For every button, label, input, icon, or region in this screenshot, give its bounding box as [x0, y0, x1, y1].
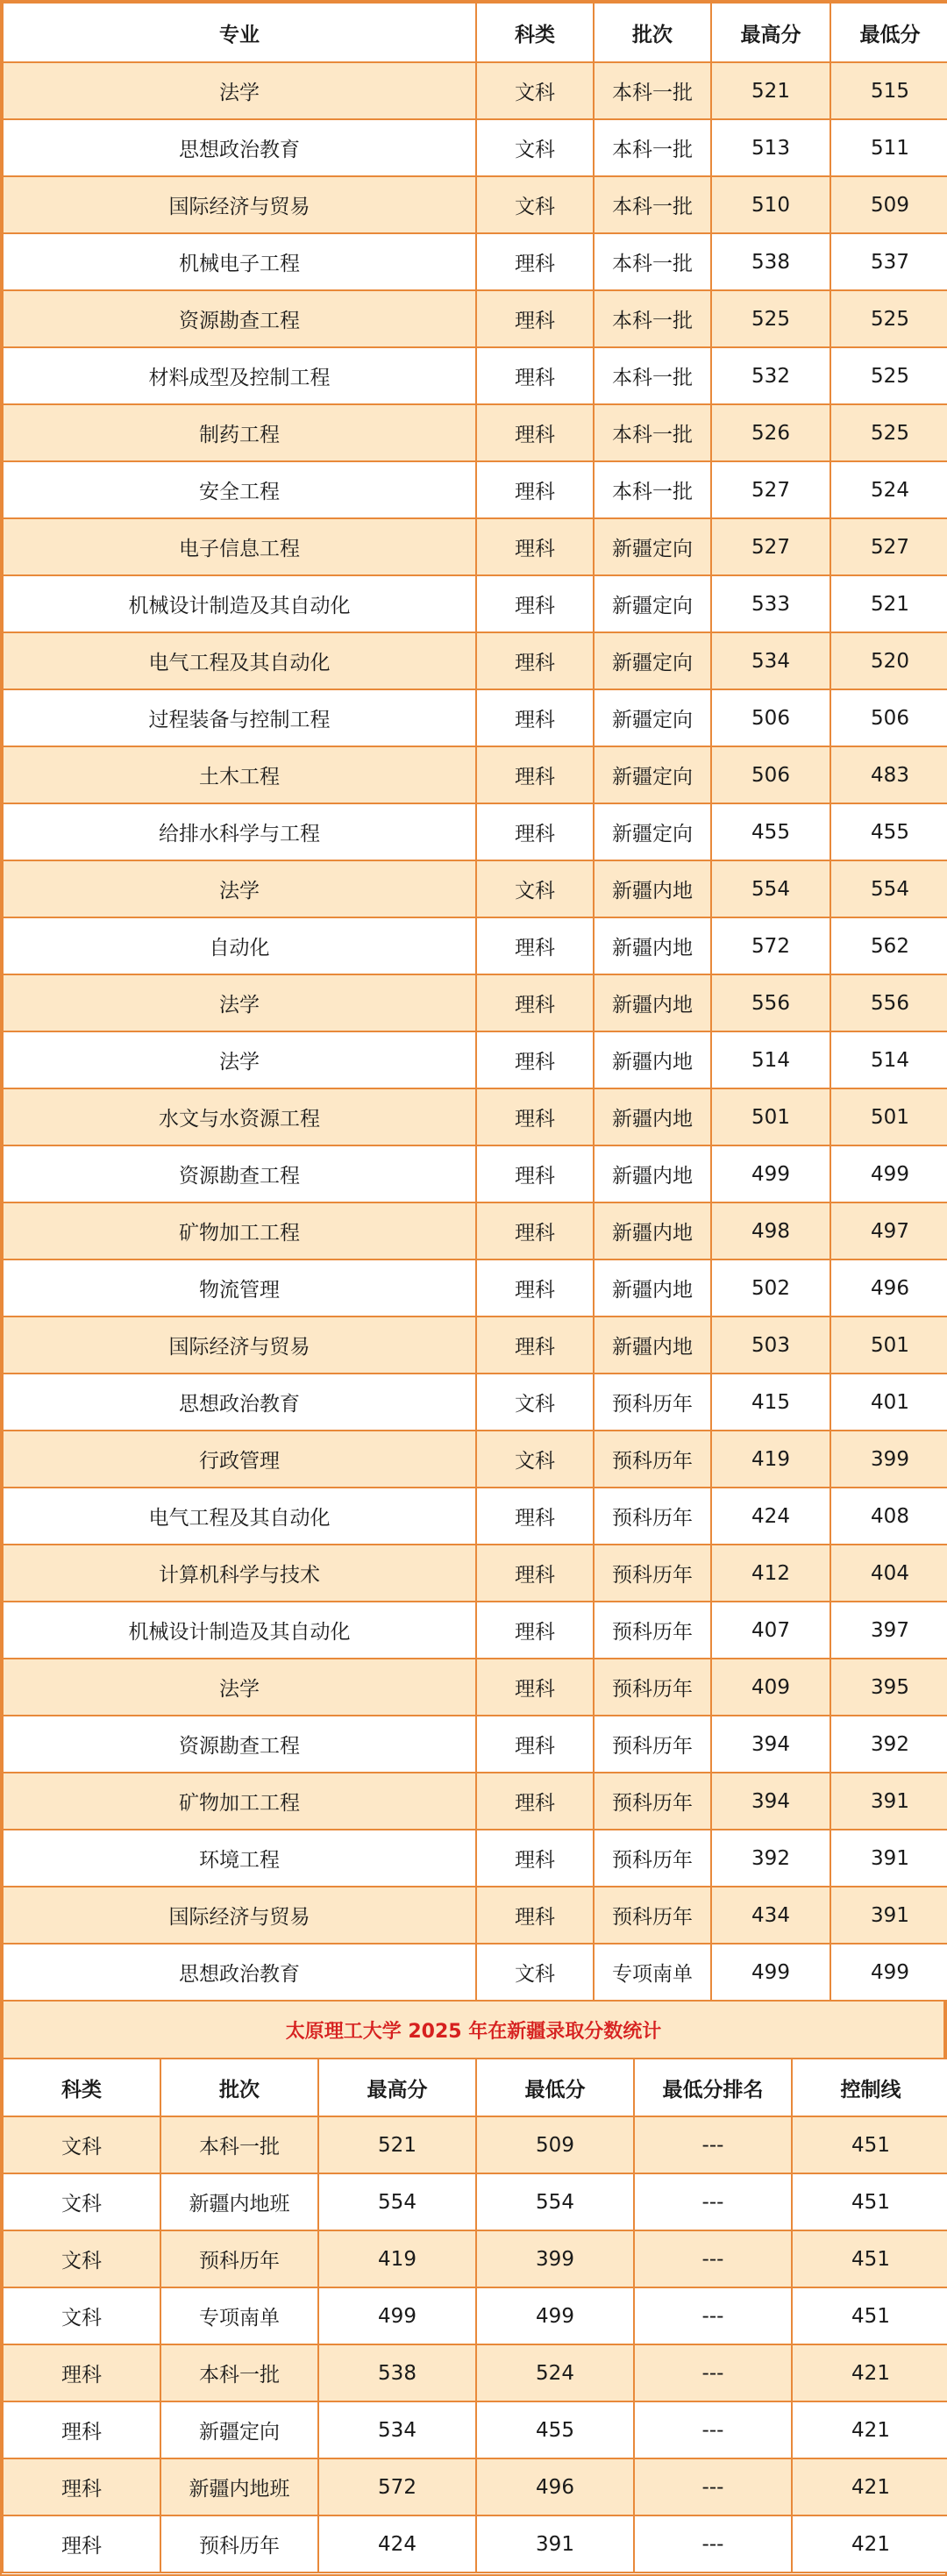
table-cell: 理科	[476, 1031, 594, 1088]
table-cell: 思想政治教育	[3, 1944, 476, 2001]
table-cell: 524	[830, 461, 947, 518]
table-cell: 预科历年	[594, 1374, 711, 1431]
major-score-table	[2, 2, 947, 2002]
summary-row	[3, 2173, 947, 2230]
table-cell: 理科	[476, 1088, 594, 1145]
summary-header-batch: 批次	[160, 2059, 318, 2116]
table-cell: 资源勘查工程	[3, 1716, 476, 1773]
table-cell: 527	[830, 518, 947, 575]
table-cell: 水文与水资源工程	[3, 1088, 476, 1145]
table-cell: 496	[830, 1259, 947, 1317]
table-cell: 预科历年	[594, 1545, 711, 1602]
table-row	[3, 1431, 947, 1488]
table-cell: 新疆定向	[594, 575, 711, 632]
table-cell: 法学	[3, 1659, 476, 1716]
table-row	[3, 1259, 947, 1317]
table-cell: 455	[476, 2401, 634, 2458]
table-cell: 机械设计制造及其自动化	[3, 575, 476, 632]
table-cell: ---	[634, 2287, 792, 2344]
table-cell: 资源勘查工程	[3, 1145, 476, 1202]
table-cell: 496	[476, 2458, 634, 2515]
table-cell: 机械电子工程	[3, 233, 476, 290]
table-cell: 本科一批	[160, 2116, 318, 2173]
summary-title: 太原理工大学 2025 年在新疆录取分数统计	[2, 2002, 945, 2058]
table-cell: 过程装备与控制工程	[3, 689, 476, 746]
table-cell: 预科历年	[594, 1659, 711, 1716]
table-cell: 思想政治教育	[3, 1374, 476, 1431]
table-cell: 理科	[476, 461, 594, 518]
table-cell: 理科	[3, 2401, 160, 2458]
table-cell: 391	[830, 1830, 947, 1887]
table-cell: 物流管理	[3, 1259, 476, 1317]
table-cell: 预科历年	[594, 1716, 711, 1773]
table-cell: 理科	[476, 233, 594, 290]
table-cell: 安全工程	[3, 461, 476, 518]
table-cell: 499	[318, 2287, 476, 2344]
table-cell: 421	[792, 2458, 947, 2515]
table-cell: 395	[830, 1659, 947, 1716]
table-cell: 理科	[476, 689, 594, 746]
table-cell: 理科	[476, 347, 594, 404]
table-cell: 534	[711, 632, 830, 689]
table-cell: 材料成型及控制工程	[3, 347, 476, 404]
table-cell: ---	[634, 2116, 792, 2173]
table-cell: 572	[711, 917, 830, 974]
table-cell: 501	[711, 1088, 830, 1145]
table-cell: 499	[711, 1944, 830, 2001]
table-cell: 新疆定向	[594, 518, 711, 575]
table-cell: 392	[711, 1830, 830, 1887]
table-cell: 预科历年	[160, 2515, 318, 2572]
table-cell: 415	[711, 1374, 830, 1431]
table-cell: 525	[830, 290, 947, 347]
table-cell: 理科	[476, 746, 594, 803]
table-cell: 554	[830, 860, 947, 917]
summary-row	[3, 2515, 947, 2572]
summary-header-control-line: 控制线	[792, 2059, 947, 2116]
table-cell: 预科历年	[160, 2230, 318, 2287]
table-cell: 国际经济与贸易	[3, 1887, 476, 1944]
table-row	[3, 917, 947, 974]
table-cell: 预科历年	[594, 1431, 711, 1488]
table-cell: 501	[830, 1317, 947, 1374]
table-cell: 预科历年	[594, 1887, 711, 1944]
header-major: 专业	[3, 3, 476, 62]
table-cell: 419	[318, 2230, 476, 2287]
table-cell: 525	[830, 347, 947, 404]
table-cell: 502	[711, 1259, 830, 1317]
table-cell: 506	[711, 689, 830, 746]
table-cell: 法学	[3, 62, 476, 119]
table-cell: 理科	[476, 1488, 594, 1545]
table-cell: 理科	[476, 632, 594, 689]
table-cell: 国际经济与贸易	[3, 176, 476, 233]
table-cell: 理科	[3, 2344, 160, 2401]
table-row	[3, 1944, 947, 2001]
table-row	[3, 347, 947, 404]
table-cell: 509	[830, 176, 947, 233]
table-row	[3, 1887, 947, 1944]
table-cell: 新疆内地班	[160, 2173, 318, 2230]
table-row	[3, 1088, 947, 1145]
table-cell: 本科一批	[594, 233, 711, 290]
table-cell: 电子信息工程	[3, 518, 476, 575]
table-cell: 资源勘查工程	[3, 290, 476, 347]
summary-header-row	[3, 2059, 947, 2116]
table-cell: 506	[830, 689, 947, 746]
table-cell: 本科一批	[160, 2344, 318, 2401]
header-min-score: 最低分	[830, 3, 947, 62]
table-cell: 新疆定向	[594, 803, 711, 860]
table-cell: 391	[830, 1773, 947, 1830]
table-cell: 矿物加工工程	[3, 1202, 476, 1259]
table-cell: 506	[711, 746, 830, 803]
table-cell: 新疆内地	[594, 1145, 711, 1202]
table-cell: 专项南单	[594, 1944, 711, 2001]
summary-header-min-score: 最低分	[476, 2059, 634, 2116]
table-row	[3, 689, 947, 746]
table-cell: 本科一批	[594, 461, 711, 518]
table-cell: 511	[830, 119, 947, 176]
table-cell: 理科	[476, 1545, 594, 1602]
summary-header-subject: 科类	[3, 2059, 160, 2116]
table-cell: 527	[711, 518, 830, 575]
table-cell: 环境工程	[3, 1830, 476, 1887]
table-cell: 451	[792, 2116, 947, 2173]
table-cell: 矿物加工工程	[3, 1773, 476, 1830]
table-cell: 文科	[476, 62, 594, 119]
table-cell: 行政管理	[3, 1431, 476, 1488]
table-cell: 562	[830, 917, 947, 974]
table-cell: 新疆内地班	[160, 2458, 318, 2515]
table-row	[3, 803, 947, 860]
table-cell: 394	[711, 1773, 830, 1830]
table-cell: 文科	[3, 2287, 160, 2344]
summary-header-max-score: 最高分	[318, 2059, 476, 2116]
table-row	[3, 1031, 947, 1088]
table-cell: 483	[830, 746, 947, 803]
table-row	[3, 404, 947, 461]
table-cell: 521	[318, 2116, 476, 2173]
table-cell: 538	[711, 233, 830, 290]
table-cell: 533	[711, 575, 830, 632]
table-cell: 国际经济与贸易	[3, 1317, 476, 1374]
table-cell: 新疆内地	[594, 1202, 711, 1259]
table-cell: ---	[634, 2401, 792, 2458]
table-cell: 电气工程及其自动化	[3, 632, 476, 689]
table-cell: 文科	[476, 1944, 594, 2001]
table-cell: 527	[711, 461, 830, 518]
table-cell: 455	[830, 803, 947, 860]
summary-row	[3, 2344, 947, 2401]
table-row	[3, 62, 947, 119]
table-cell: 理科	[476, 1602, 594, 1659]
table-cell: 520	[830, 632, 947, 689]
table-cell: 理科	[476, 290, 594, 347]
table-row	[3, 461, 947, 518]
table-cell: 391	[830, 1887, 947, 1944]
table-cell: 407	[711, 1602, 830, 1659]
table-cell: 文科	[476, 1374, 594, 1431]
table-header-row	[3, 3, 947, 62]
table-row	[3, 1716, 947, 1773]
table-cell: 新疆内地	[594, 974, 711, 1031]
table-cell: 理科	[476, 803, 594, 860]
table-cell: 理科	[476, 1659, 594, 1716]
summary-row	[3, 2230, 947, 2287]
table-cell: 新疆定向	[594, 746, 711, 803]
table-cell: 预科历年	[594, 1602, 711, 1659]
table-cell: 新疆定向	[594, 689, 711, 746]
table-cell: 本科一批	[594, 404, 711, 461]
table-cell: 499	[830, 1944, 947, 2001]
table-cell: ---	[634, 2458, 792, 2515]
summary-row	[3, 2401, 947, 2458]
table-row	[3, 974, 947, 1031]
table-cell: 497	[830, 1202, 947, 1259]
table-row	[3, 1602, 947, 1659]
table-cell: 理科	[476, 1773, 594, 1830]
table-row	[3, 575, 947, 632]
table-cell: 理科	[476, 1259, 594, 1317]
table-cell: 本科一批	[594, 119, 711, 176]
summary-header-min-rank: 最低分排名	[634, 2059, 792, 2116]
table-cell: 514	[711, 1031, 830, 1088]
table-cell: 理科	[3, 2515, 160, 2572]
table-row	[3, 518, 947, 575]
summary-score-table	[2, 2058, 947, 2573]
table-cell: 421	[792, 2401, 947, 2458]
table-cell: 文科	[476, 1431, 594, 1488]
table-cell: 514	[830, 1031, 947, 1088]
table-cell: 理科	[476, 1145, 594, 1202]
table-cell: 专项南单	[160, 2287, 318, 2344]
table-cell: 理科	[476, 1716, 594, 1773]
table-cell: 509	[476, 2116, 634, 2173]
table-cell: 新疆内地	[594, 860, 711, 917]
summary-row	[3, 2458, 947, 2515]
table-cell: 556	[830, 974, 947, 1031]
table-cell: 556	[711, 974, 830, 1031]
table-cell: 文科	[3, 2230, 160, 2287]
table-cell: 文科	[476, 176, 594, 233]
table-cell: 421	[792, 2515, 947, 2572]
table-cell: 预科历年	[594, 1488, 711, 1545]
table-cell: 新疆内地	[594, 1259, 711, 1317]
table-cell: 526	[711, 404, 830, 461]
table-cell: 510	[711, 176, 830, 233]
table-cell: 455	[711, 803, 830, 860]
table-cell: 理科	[476, 518, 594, 575]
table-cell: 521	[711, 62, 830, 119]
table-cell: 554	[476, 2173, 634, 2230]
table-cell: 理科	[476, 917, 594, 974]
table-cell: 537	[830, 233, 947, 290]
table-row	[3, 746, 947, 803]
table-cell: 424	[711, 1488, 830, 1545]
table-cell: 新疆定向	[160, 2401, 318, 2458]
table-cell: 电气工程及其自动化	[3, 1488, 476, 1545]
table-row	[3, 1145, 947, 1202]
table-row	[3, 860, 947, 917]
header-batch: 批次	[594, 3, 711, 62]
table-row	[3, 1488, 947, 1545]
table-cell: 524	[476, 2344, 634, 2401]
table-cell: 412	[711, 1545, 830, 1602]
table-cell: 新疆定向	[594, 632, 711, 689]
table-cell: ---	[634, 2173, 792, 2230]
summary-row	[3, 2116, 947, 2173]
table-cell: 503	[711, 1317, 830, 1374]
table-cell: 理科	[476, 1202, 594, 1259]
table-cell: 525	[711, 290, 830, 347]
table-cell: 理科	[476, 1887, 594, 1944]
table-cell: 预科历年	[594, 1830, 711, 1887]
table-cell: 给排水科学与工程	[3, 803, 476, 860]
table-cell: 538	[318, 2344, 476, 2401]
table-cell: 土木工程	[3, 746, 476, 803]
table-cell: 404	[830, 1545, 947, 1602]
table-row	[3, 176, 947, 233]
table-cell: 法学	[3, 860, 476, 917]
table-row	[3, 1374, 947, 1431]
table-cell: 399	[830, 1431, 947, 1488]
table-cell: 499	[711, 1145, 830, 1202]
table-row	[3, 233, 947, 290]
table-row	[3, 1317, 947, 1374]
table-cell: 新疆内地	[594, 1031, 711, 1088]
table-cell: ---	[634, 2344, 792, 2401]
table-cell: 文科	[3, 2173, 160, 2230]
table-row	[3, 1659, 947, 1716]
table-cell: 计算机科学与技术	[3, 1545, 476, 1602]
table-cell: 法学	[3, 974, 476, 1031]
table-cell: 新疆内地	[594, 1088, 711, 1145]
table-cell: 525	[830, 404, 947, 461]
table-cell: 451	[792, 2287, 947, 2344]
table-cell: 501	[830, 1088, 947, 1145]
table-cell: 文科	[476, 119, 594, 176]
table-row	[3, 1830, 947, 1887]
table-cell: 新疆内地	[594, 1317, 711, 1374]
table-row	[3, 1773, 947, 1830]
table-cell: 409	[711, 1659, 830, 1716]
table-row	[3, 632, 947, 689]
table-cell: 理科	[476, 1317, 594, 1374]
table-cell: 401	[830, 1374, 947, 1431]
table-cell: 498	[711, 1202, 830, 1259]
table-cell: 434	[711, 1887, 830, 1944]
table-cell: 理科	[476, 404, 594, 461]
table-cell: 419	[711, 1431, 830, 1488]
table-cell: 534	[318, 2401, 476, 2458]
table-cell: 理科	[3, 2458, 160, 2515]
table-cell: 424	[318, 2515, 476, 2572]
table-cell: 新疆内地	[594, 917, 711, 974]
table-cell: 421	[792, 2344, 947, 2401]
table-cell: 572	[318, 2458, 476, 2515]
table-cell: 理科	[476, 575, 594, 632]
table-cell: 554	[711, 860, 830, 917]
table-cell: 397	[830, 1602, 947, 1659]
table-cell: ---	[634, 2230, 792, 2287]
table-row	[3, 1202, 947, 1259]
table-cell: 499	[830, 1145, 947, 1202]
table-row	[3, 1545, 947, 1602]
table-cell: 法学	[3, 1031, 476, 1088]
header-max-score: 最高分	[711, 3, 830, 62]
table-cell: 394	[711, 1716, 830, 1773]
table-cell: 392	[830, 1716, 947, 1773]
table-cell: 理科	[476, 1830, 594, 1887]
table-cell: 532	[711, 347, 830, 404]
table-cell: 451	[792, 2230, 947, 2287]
table-cell: 思想政治教育	[3, 119, 476, 176]
table-cell: 451	[792, 2173, 947, 2230]
header-subject: 科类	[476, 3, 594, 62]
table-row	[3, 290, 947, 347]
table-cell: 预科历年	[594, 1773, 711, 1830]
table-cell: 499	[476, 2287, 634, 2344]
summary-row	[3, 2287, 947, 2344]
table-cell: 391	[476, 2515, 634, 2572]
table-cell: 自动化	[3, 917, 476, 974]
table-cell: 399	[476, 2230, 634, 2287]
table-cell: ---	[634, 2515, 792, 2572]
table-cell: 本科一批	[594, 347, 711, 404]
table-cell: 本科一批	[594, 290, 711, 347]
table-cell: 521	[830, 575, 947, 632]
table-cell: 408	[830, 1488, 947, 1545]
table-cell: 理科	[476, 974, 594, 1031]
table-cell: 文科	[476, 860, 594, 917]
table-cell: 554	[318, 2173, 476, 2230]
table-row	[3, 119, 947, 176]
table-cell: 本科一批	[594, 62, 711, 119]
table-cell: 513	[711, 119, 830, 176]
table-cell: 机械设计制造及其自动化	[3, 1602, 476, 1659]
table-cell: 制药工程	[3, 404, 476, 461]
table-cell: 本科一批	[594, 176, 711, 233]
table-cell: 文科	[3, 2116, 160, 2173]
table-cell: 515	[830, 62, 947, 119]
